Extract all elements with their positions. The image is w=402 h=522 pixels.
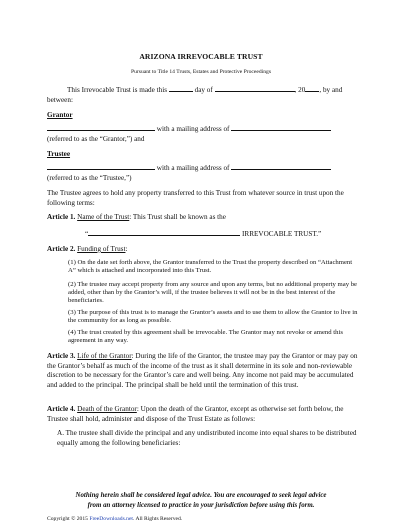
trust-name-blank [88,228,240,236]
year-blank [305,84,319,92]
grantor-heading: Grantor [47,111,73,119]
legal-notice-line-1: Nothing herein shall be considered legal advice. You are encouraged to seek legal advice [75,492,327,499]
copyright-footer: Copyright © 2015 FreeDownloads.net. All Rights Reserved. [47,516,183,522]
trustee-name-blank [47,162,155,170]
article-3: Article 3. Life of the Grantor: During the life of the Grantor, the trustee may pay the Grantor or may pay on the Grantor’s behalf as much of the income of the trust as it shall determine in its sole and non-reviewable discretion to be necessary for the Grantor’s care and well being. Any income not paid may be accumulated and added to the principal. The principal shall be held until the termination of this trust. [47,352,358,389]
grantor-address-blank [231,123,331,131]
article-2-item-2: (2) The trustee may accept property from any source and upon any terms, but no additional property may be added, other than by the Grantor’s will, if the trustee believes it will not be in the best interest of the beneficiaries. [68,281,358,305]
trust-name-line: “ IRREVOCABLE TRUST.” [85,230,322,238]
intro-paragraph: This Irrevocable Trust is made this day of , 20 , by and between: [47,86,343,104]
article-4: Article 4. Death of the Grantor: Upon the death of the Grantor, except as otherwise set forth below, the Trustee shall hold, administer and dispose of the Trust Estate as follows: [47,405,344,423]
article-2: Article 2. Funding of Trust: [47,245,128,253]
article-1: Article 1. Name of the Trust: This Trust shall be known as the [47,213,226,221]
grantor-referred: (referred to as the “Grantor,”) and [47,135,145,143]
article-2-item-1: (1) On the date set forth above, the Grantor transferred to the Trust the property described on “Attachment A” which is attached and incorporated into this Trust. [68,259,353,275]
article-4-item-a: A. The trustee shall divide the principal and any undistributed income into equal shares to be distributed equally among the following beneficiaries: [57,429,357,447]
article-2-item-4: (4) The trust created by this agreement shall be irrevocable. The Grantor may not revoke or amend this agreement in any way. [68,329,343,345]
document-title: ARIZONA IRREVOCABLE TRUST [139,52,263,61]
month-blank [215,84,295,92]
trustee-address-blank [231,162,331,170]
grantor-name-blank [47,123,155,131]
trustee-heading: Trustee [47,150,71,158]
article-2-item-3: (3) The purpose of this trust is to manage the Grantor’s assets and to use them to allow the Grantor to live in the community for as long as possible. [68,309,358,325]
freedownloads-link[interactable]: FreeDownloads.net [89,516,133,522]
pursuant-line: Pursuant to Title 14 Trusts, Estates and Protective Proceedings [131,69,271,75]
legal-notice [20,491,382,510]
legal-notice-line-2: from an attorney licensed to practice in your jurisdiction before using this form. [87,501,315,509]
day-blank [169,84,193,92]
trustee-section: Trustee with a mailing address of (referred to as the “Trustee,”) [47,149,362,183]
trustee-referred: (referred to as the “Trustee,”) [47,174,132,182]
agreement-paragraph: The Trustee agrees to hold any property transferred to this Trust from whatever source in trust upon the following terms: [47,189,344,207]
grantor-section: Grantor with a mailing address of (referred to as the “Grantor,”) and [47,110,362,144]
